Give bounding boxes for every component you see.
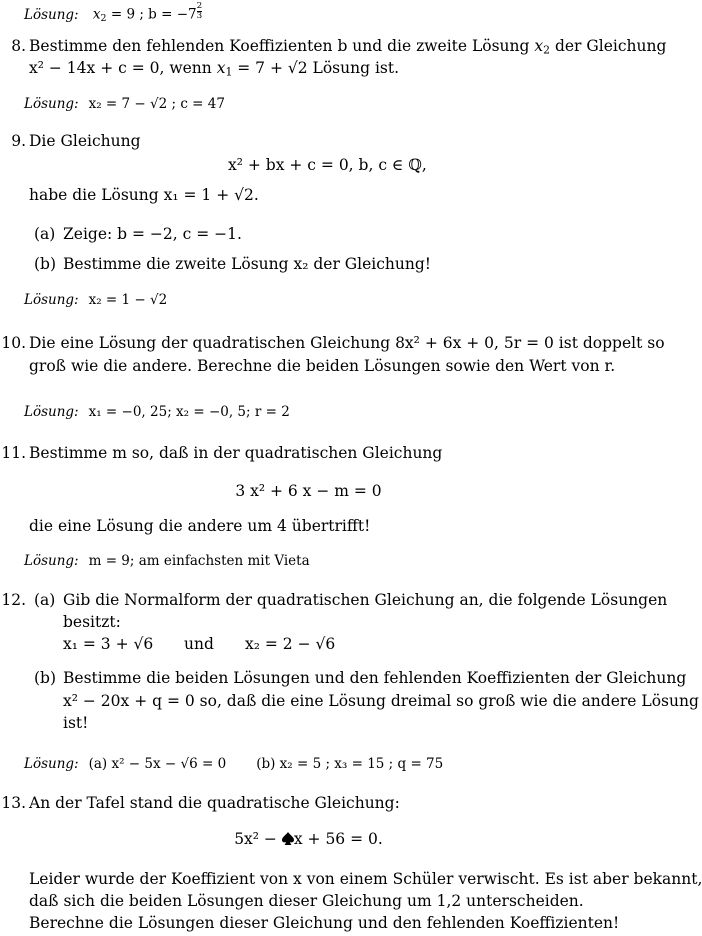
problem-12b-line-3: ist! <box>63 714 89 732</box>
problem-9b-text: Bestimme die zweite Lösung x₂ der Gleichung! <box>63 255 432 273</box>
problem-number-8: 8. <box>11 37 26 55</box>
problem-number-11: 11. <box>1 444 26 462</box>
solution-7-rest: ; b = −7 <box>135 6 197 23</box>
solution-11: Lösung: m = 9; am einfachsten mit Vieta <box>24 553 310 569</box>
problem-12a-x2: x₂ = 2 − √6 <box>245 635 336 653</box>
problem-9-equation: x² + bx + c = 0, b, c ∈ ℚ, <box>228 156 427 174</box>
problem-9-intro: Die Gleichung <box>29 132 141 150</box>
problem-number-12: 12. <box>1 591 26 609</box>
problem-9a-text: Zeige: b = −2, c = −1. <box>63 225 242 243</box>
solution-9: Lösung: x₂ = 1 − √2 <box>24 292 168 308</box>
problem-13-line-3: daß sich die beiden Lösungen dieser Gleichung um 1,2 unterscheiden. <box>29 892 584 910</box>
solution-7: Lösung: $x_2 = 9$ ; b = −7 $\frac{2}{3}$ <box>24 1 203 25</box>
problem-12a-line-1: Gib die Normalform der quadratischen Gleichung an, die folgende Lösungen <box>63 591 668 609</box>
problem-11-line-2: die eine Lösung die andere um 4 übertrifft! <box>29 517 371 535</box>
problem-8-line-1: Bestimme den fehlenden Koeffizienten b und die zweite Lösung $x_2$ der Gleichung <box>29 37 667 57</box>
spade-icon <box>282 832 294 845</box>
problem-number-13: 13. <box>1 794 26 812</box>
problem-10-line-1: Die eine Lösung der quadratischen Gleichung 8x² + 6x + 0, 5r = 0 ist doppelt so <box>29 334 665 352</box>
problem-10-line-2: groß wie die andere. Berechne die beiden Lösungen sowie den Wert von r. <box>29 357 616 375</box>
problem-12a-line-2: besitzt: <box>63 613 121 631</box>
problem-12b-label: (b) <box>34 669 57 687</box>
problem-9-after: habe die Lösung x₁ = 1 + √2. <box>29 186 259 204</box>
problem-12a-label: (a) <box>34 591 56 609</box>
problem-9b-label: (b) <box>34 255 57 273</box>
problem-13-line-1: An der Tafel stand die quadratische Gleichung: <box>29 794 400 812</box>
problem-12a-x1: x₁ = 3 + √6 <box>63 635 154 653</box>
problem-12b-line-1: Bestimme die beiden Lösungen und den fehlenden Koeffizienten der Gleichung <box>63 669 687 687</box>
solution-8: Lösung: x₂ = 7 − √2 ; c = 47 <box>24 96 225 112</box>
problem-11-line-1: Bestimme m so, daß in der quadratischen Gleichung <box>29 444 443 462</box>
problem-13-line-2: Leider wurde der Koeffizient von x von einem Schüler verwischt. Es ist aber bekannt, <box>29 870 702 888</box>
problem-13-equation: 5x² − x + 56 = 0. <box>234 830 383 848</box>
problem-12b-line-2: x² − 20x + q = 0 so, daß die eine Lösung dreimal so groß wie die andere Lösung <box>63 692 699 710</box>
problem-number-9: 9. <box>11 132 26 150</box>
problem-11-equation: 3 x² + 6 x − m = 0 <box>235 482 382 500</box>
problem-number-10: 10. <box>1 334 26 352</box>
problem-8-line-2: x² − 14x + c = 0, wenn $x_1 = 7 + √2$ Lösung ist. <box>29 59 400 79</box>
solution-12: Lösung: (a) x² − 5x − √6 = 0 (b) x₂ = 5 ; x₃ = 15 ; q = 75 <box>24 756 444 772</box>
problem-9a-label: (a) <box>34 225 56 243</box>
problem-13-line-4: Berechne die Lösungen dieser Gleichung und den fehlenden Koeffizienten! <box>29 914 620 932</box>
solution-10: Lösung: x₁ = −0, 25; x₂ = −0, 5; r = 2 <box>24 404 290 420</box>
problem-12a-und: und <box>184 635 214 653</box>
solution-label: Lösung: <box>24 6 79 23</box>
fraction-two-thirds: $\frac{2}{3}$ <box>196 1 203 21</box>
